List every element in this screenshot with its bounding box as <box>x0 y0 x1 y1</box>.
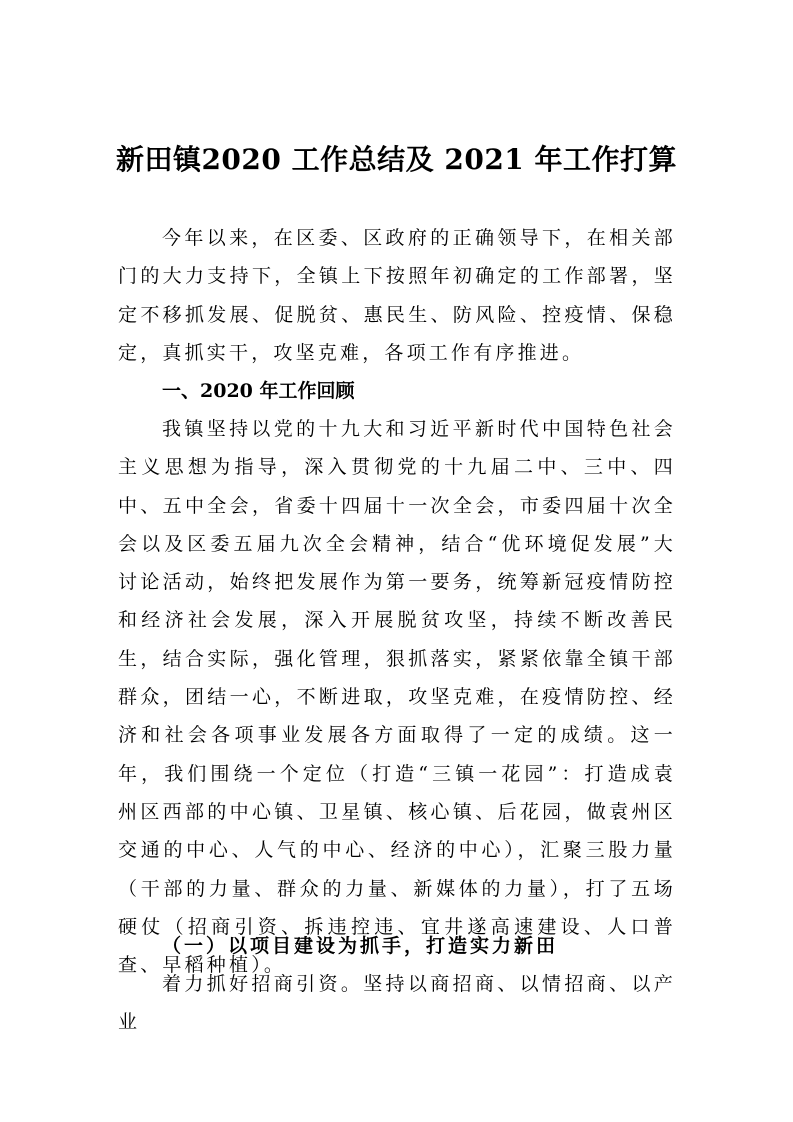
review-paragraph: 我镇坚持以党的十九大和习近平新时代中国特色社会主义思想为指导，深入贯彻党的十九届二中、三中、四中、五中全会，省委十四届十一次全会，市委四届十次全会以及区委五届九次全会精神，结合“优环境促发展”大讨论活动，始终把发展作为第一要务，统筹新冠疫情防控和经济社会发展，深入开展脱贫攻坚，持续不断改善民生，结合实际，强化管理，狠抓落实，紧紧依靠全镇干部群众，团结一心，不断进取，攻坚克难，在疫情防控、经济和社会各项事业发展各方面取得了一定的成绩。这一年，我们围绕一个定位（打造“三镇一花园”：打造成袁州区西部的中心镇、卫星镇、核心镇、后花园，做袁州区交通的中心、人气的中心、经济的中心），汇聚三股力量（干部的力量、群众的力量、新媒体的力量），打了五场硬仗（招商引资、拆违控违、宜井遂高速建设、人口普查、早稻种植）。 <box>118 418 676 977</box>
intro-paragraph: 今年以来，在区委、区政府的正确领导下，在相关部门的大力支持下，全镇上下按照年初确定的工作部署，坚定不移抓发展、促脱贫、惠民生、防风险、控疫情、保稳定，真抓实干，攻坚克难，各项工作有序推进。 <box>118 227 676 364</box>
projects-paragraph: 着力抓好招商引资。坚持以商招商、以情招商、以产业 <box>118 973 676 1034</box>
section-heading-review: 一、2020 年工作回顾 <box>162 380 355 402</box>
document-title: 新田镇2020 工作总结及 2021 年工作打算 <box>115 143 678 176</box>
subsection-heading-projects: （一）以项目建设为抓手，打造实力新田 <box>162 935 559 957</box>
